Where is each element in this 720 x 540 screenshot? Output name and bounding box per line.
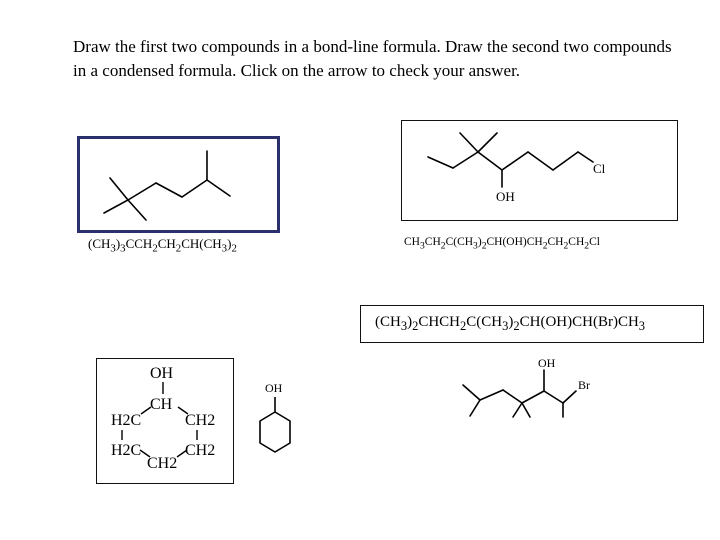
compound4-ch2-base-text: CH2 — [147, 455, 178, 472]
compound2-cl-label: Cl — [593, 161, 606, 176]
compound4-ch2-top-text: CH2 — [185, 412, 216, 429]
compound4-ch-text: CH — [150, 396, 173, 413]
compound1-condensed-formula: $(CH_3)_3CCH_2CH_2CH(CH_3)_2$ — [88, 236, 237, 255]
compound3-oh-label: OH — [538, 356, 556, 370]
compound4-ch2-bottom-text: CH2 — [185, 442, 216, 459]
compound4-h2c-top-text: H2C — [111, 412, 142, 429]
instructions-text: Draw the first two compounds in a bond-line formula. Draw the second two compounds in a condensed formula. Click on the arrow to check your answer. — [73, 37, 672, 80]
compound4-h2c-bottom-text: H2C — [111, 442, 142, 459]
compound3-condensed-formula: $(CH_3)_2CHCH_2C(CH_3)_2CH(OH)CH(Br)CH_3$ — [375, 314, 646, 333]
compound3-br-label: Br — [578, 378, 590, 392]
compound4-oh-text: OH — [150, 365, 174, 382]
compound4-skeletal-oh-label: OH — [265, 381, 283, 395]
compound2-oh-label: OH — [496, 189, 515, 204]
compound2-condensed-formula: $CH_3CH_2C(CH_3)_2CH(OH)CH_2CH_2CH_2Cl$ — [404, 236, 600, 252]
